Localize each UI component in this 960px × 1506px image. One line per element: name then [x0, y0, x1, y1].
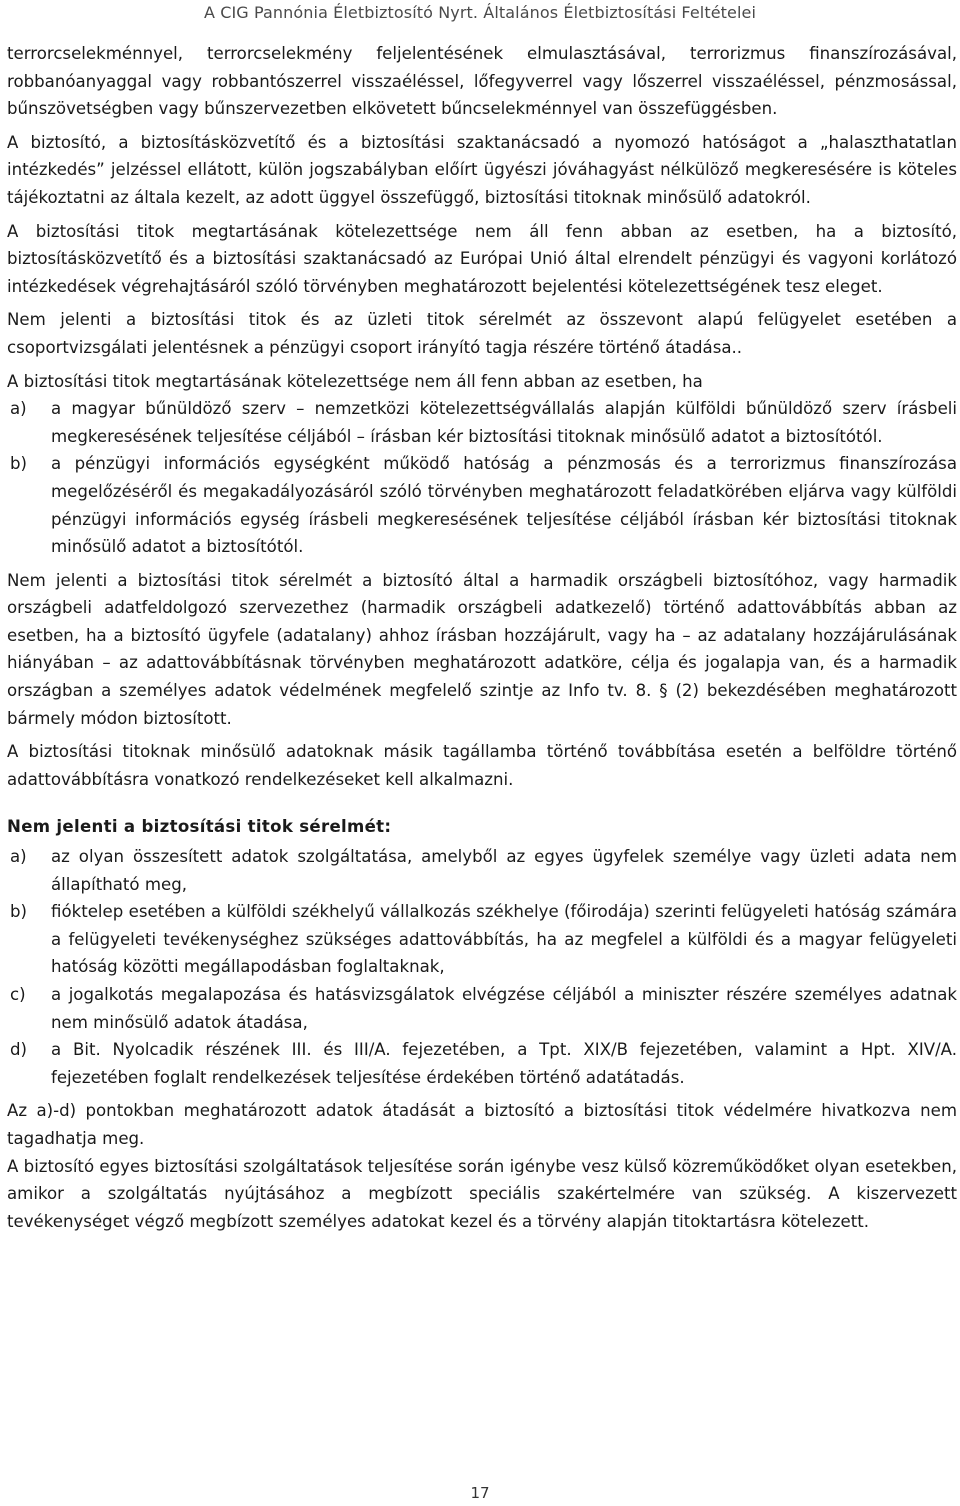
list-marker: b) [10, 454, 28, 474]
paragraph-investigating-authority: A biztosító, a biztosításközvetítő és a biztosítási szaktanácsadó a nyomozó hatóságot a „halaszthatatlan intézkedés” jelzéssel ellátott, külön jogszabályban előírt ügyészi jóváhagyást nélkülöző megkeresésére is köteles tájékoztatni az általa kezelt, az adott üggyel összefüggő, biztosítási titoknak minősülő adatokról. [7, 132, 957, 207]
paragraph-consolidated-supervision: Nem jelenti a biztosítási titok és az üzleti titok sérelmét az összevont alapú felügyelet esetében a csoportvizsgálati jelentésnek a pénzügyi csoport irányító tagja részére történő átadása.. [7, 310, 957, 357]
list-item [7, 981, 957, 1036]
list-marker: d) [10, 1040, 28, 1060]
list-item-text: a magyar bűnüldöző szerv – nemzetközi kötelezettségvállalás alapján külföldi bűnüldöző szerv írásbeli megkeresésének teljesítése céljából – írásban kér biztosítási titoknak minősülő adatot a biztosítótól. [51, 399, 957, 446]
document-body [7, 40, 957, 1241]
paragraph-no-refusal: Az a)-d) pontokban meghatározott adatok átadását a biztosító a biztosítási titok védelmére hivatkozva nem tagadhatja meg. [7, 1101, 957, 1148]
non-violation-list [7, 843, 957, 1091]
list-item [7, 450, 957, 560]
list-item-text: a Bit. Nyolcadik részének III. és III/A. fejezetében, a Tpt. XIX/B fejezetében, valamint a Hpt. XIV/A. fejezetében foglalt rendelkezések teljesítése érdekében történő adatátadás. [51, 1040, 957, 1087]
list-item [7, 843, 957, 898]
paragraph-member-state-transfer: A biztosítási titoknak minősülő adatoknak másik tagállamba történő továbbítása esetén a belföldre történő adattovábbításra vonatkozó rendelkezéseket kell alkalmazni. [7, 742, 957, 789]
list-marker: a) [10, 399, 27, 419]
paragraph-secrecy-exceptions-intro: A biztosítási titok megtartásának kötelezettsége nem áll fenn abban az esetben, ha [7, 371, 703, 391]
list-marker: c) [10, 985, 26, 1004]
list-item [7, 1036, 957, 1091]
paragraph-continuation: terrorcselekménnyel, terrorcselekmény feljelentésének elmulasztásával, terrorizmus finanszírozásával, robbanóanyaggal vagy robbantószerrel visszaéléssel, lőfegyverrel vagy lőszerrel visszaéléssel, pénzmosással, bűnszövetségben vagy bűnszervezetben elkövetett bűncselekménnyel van összefüggésben. [7, 44, 957, 119]
section-heading: Nem jelenti a biztosítási titok sérelmét: [7, 817, 392, 837]
running-header: A CIG Pannónia Életbiztosító Nyrt. Általános Életbiztosítási Feltételei [203, 3, 757, 22]
list-item-text: a jogalkotás megalapozása és hatásvizsgálatok elvégzése céljából a miniszter részére személyes adatnak nem minősülő adatok átadása, [51, 985, 957, 1032]
exceptions-list [7, 395, 957, 561]
paragraph-third-country-transfer: Nem jelenti a biztosítási titok sérelmét a biztosító által a harmadik országbeli biztosítóhoz, vagy harmadik országbeli adatfeldolgozó szervezethez (harmadik országbeli adatkezelő) történő adattovábbítás abban az esetben, ha a biztosító ügyfele (adatalany) ahhoz írásban hozzájárult, vagy ha – az adatalany hozzájárulásának hiányában – az adattovábbításnak törvényben meghatározott adatköre, célja és jogalapja van, és a harmadik országban a személyes adatok védelmének megfelelő szintje az Info tv. 8. § (2) bekezdésében meghatározott bármely módon biztosított. [7, 570, 957, 728]
list-item [7, 898, 957, 981]
paragraph-eu-restrictive-measures: A biztosítási titok megtartásának kötelezettsége nem áll fenn abban az esetben, ha a biztosító, biztosításközvetítő és a biztosítási szaktanácsadó az Európai Unió által elrendelt pénzügyi és vagyoni korlátozó intézkedések végrehajtásáról szóló törvényben meghatározott bejelentési kötelezettségének tesz eleget. [7, 221, 957, 296]
list-marker: b) [10, 902, 28, 922]
list-item-text: az olyan összesített adatok szolgáltatása, amelyből az egyes ügyfelek személye vagy üzleti adata nem állapítható meg, [51, 847, 957, 894]
paragraph-outsourcing: A biztosító egyes biztosítási szolgáltatások teljesítése során igénybe vesz külső közreműködőket olyan esetekben, amikor a szolgáltatás nyújtásához a megbízott speciális szakértelmére van szükség. A kiszervezett tevékenységet végző megbízott személyes adatokat kezel és a törvény alapján titoktartásra kötelezett. [7, 1156, 957, 1231]
list-item-text: a pénzügyi információs egységként működő hatóság a pénzmosás és a terrorizmus finanszírozása megelőzéséről és megakadályozásáról szóló törvényben meghatározott feladatkörében eljárva vagy külföldi pénzügyi információs egység írásbeli megkeresésének teljesítése céljából írásban kér biztosítási titoknak minősülő adatot a biztosítótól. [51, 454, 957, 557]
list-item-text: fióktelep esetében a külföldi székhelyű vállalkozás székhelye (főirodája) szerinti felügyeleti hatóság számára a felügyeleti tevékenységhez szükséges adattovábbítás, ha az megfelel a külföldi és a magyar felügyeleti hatóság közötti megállapodásban foglaltaknak, [51, 902, 957, 977]
page-number: 17 [470, 1484, 490, 1502]
list-item [7, 395, 957, 450]
list-marker: a) [10, 847, 27, 867]
